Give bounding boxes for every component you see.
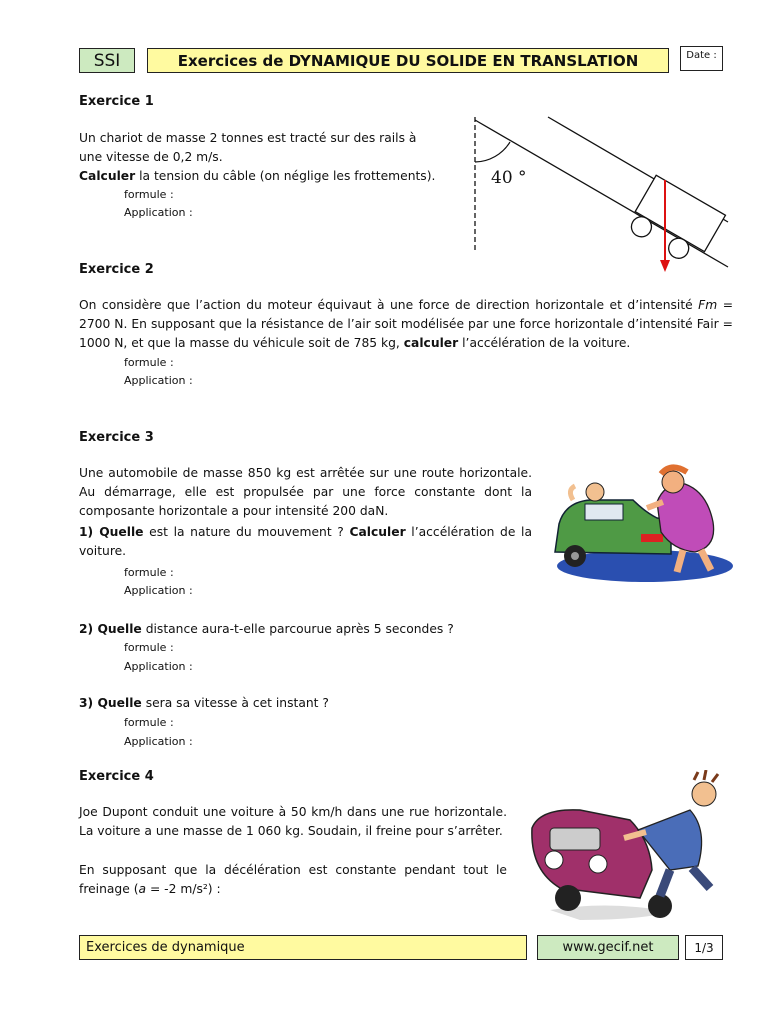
ex1-line1: Un chariot de masse 2 tonnes est tracté sur des rails à — [79, 131, 417, 145]
ex3-q1a: est la nature du mouvement ? — [143, 525, 350, 539]
ex2-application: Application : — [124, 374, 193, 387]
driver-head — [586, 483, 604, 501]
car-grille — [550, 828, 600, 850]
ex4-text2 — [79, 861, 507, 899]
ex2-text2: = 2700 N. En supposant que la résistance de l’air soit modélisée par une force horizontale d’intensité Fair = 1000 N, et que la masse du véhicule soit de 785 kg, — [79, 298, 733, 350]
woman-head — [662, 471, 684, 493]
pushing-car-cartoon — [545, 462, 733, 586]
ex2-formule: formule : — [124, 356, 174, 369]
car-wheel-right — [648, 894, 672, 918]
ssi-label: SSI — [79, 48, 135, 73]
angle-label: 40 ° — [491, 168, 527, 188]
ex4-text2b: = -2 m/s²) : — [146, 882, 221, 896]
page-title: Exercices de DYNAMIQUE DU SOLIDE EN TRANSLATION — [147, 48, 669, 73]
weight-arrowhead — [660, 260, 670, 272]
ex3-q2-formule: formule : — [124, 641, 174, 654]
ex3-q1 — [79, 523, 532, 561]
ex1-bold: Calculer — [79, 169, 136, 183]
car-taillight — [641, 534, 663, 542]
ex3-q3 — [79, 694, 329, 713]
man-hair — [694, 770, 718, 782]
ex4-text1: Joe Dupont conduit une voiture à 50 km/h dans une rue horizontale. La voiture a une masse de 1 060 kg. Soudain, il freine pour s’arrêter. — [79, 805, 507, 838]
ex1-text — [79, 129, 459, 186]
ex3-q3-formule: formule : — [124, 716, 174, 729]
ex1-application: Application : — [124, 206, 193, 219]
incline-diagram — [460, 112, 735, 277]
ex2-fm: Fm — [698, 298, 718, 312]
ex3-q2-num: 2) Quelle — [79, 622, 142, 636]
ex3-text: Une automobile de masse 850 kg est arrêtée sur une route horizontale. Au démarrage, elle est propulsée par une force constante dont la composante horizontale a pour intensité 200 daN. — [79, 466, 532, 518]
ex3-q1-num: 1) Quelle — [79, 525, 144, 539]
ex3-q1-formule: formule : — [124, 566, 174, 579]
ex2-text3: l’accélération de la voiture. — [458, 336, 631, 350]
ex4-a: a — [138, 882, 147, 896]
ex4-text2a: En supposant que la décélération est constante pendant tout le freinage ( — [79, 863, 507, 896]
ex3-q1-bold: Calculer — [349, 525, 406, 539]
footer-website-link[interactable]: www.gecif.net — [537, 935, 679, 960]
chariot — [625, 175, 725, 269]
braking-car-cartoon — [520, 770, 742, 925]
man-head — [692, 782, 716, 806]
ex1-line2: une vitesse de 0,2 m/s. — [79, 150, 223, 164]
ex3-q3-text: sera sa vitesse à cet instant ? — [141, 696, 329, 710]
ex2-text — [79, 296, 733, 353]
incline-line-lower — [475, 120, 728, 267]
ex1-formule: formule : — [124, 188, 174, 201]
ex2-title: Exercice 2 — [79, 262, 154, 277]
ex2-bold: calculer — [403, 336, 459, 350]
ex2-text1: On considère que l’action du moteur équivaut à une force de direction horizontale et d’intensité — [79, 298, 699, 312]
ex1-line3: la tension du câble (on néglige les frottements). — [135, 169, 436, 183]
ex4-title: Exercice 4 — [79, 769, 154, 784]
ex1-title: Exercice 1 — [79, 94, 154, 109]
ex3-q2 — [79, 620, 454, 639]
angle-arc — [475, 142, 510, 162]
ex3-q1b: l’accélération de la voiture. — [79, 525, 532, 558]
car-window — [585, 504, 623, 520]
car-headlight-left — [545, 851, 563, 869]
ex3-q2-application: Application : — [124, 660, 193, 673]
car-wheel-left — [555, 885, 581, 911]
man-legs — [660, 868, 710, 896]
page-number: 1/3 — [685, 935, 723, 960]
ex3-q3-num: 3) Quelle — [79, 696, 142, 710]
car-headlight-right — [589, 855, 607, 873]
footer-title: Exercices de dynamique — [79, 935, 527, 960]
date-box: Date : — [680, 46, 723, 71]
ex3-q3-application: Application : — [124, 735, 193, 748]
ex3-q1-application: Application : — [124, 584, 193, 597]
ex3-title: Exercice 3 — [79, 430, 154, 445]
driver-arm — [570, 486, 575, 500]
ex3-q2-text: distance aura-t-elle parcourue après 5 secondes ? — [141, 622, 454, 636]
